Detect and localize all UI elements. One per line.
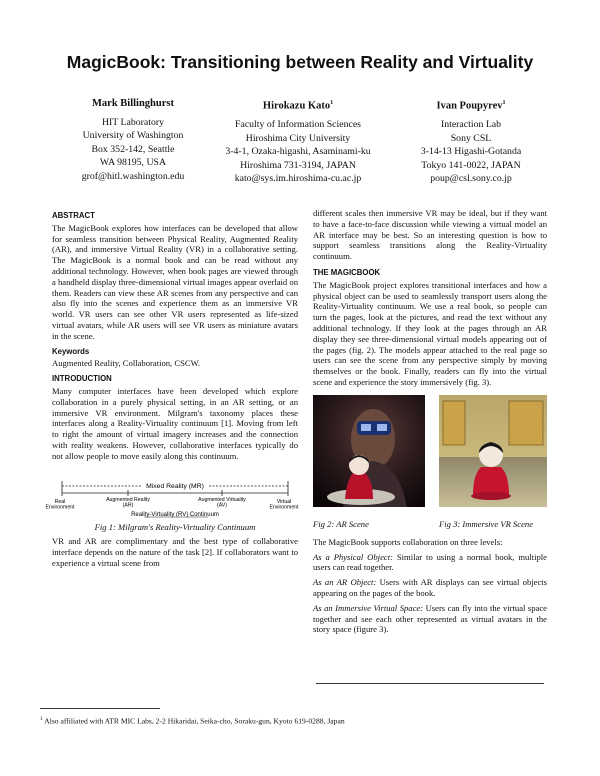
figure-captions (313, 519, 547, 533)
collab-level-vr: As an Immersive Virtual Space: Users can fly into the virtual space together and see each other represented as virtual avatars in the story space (figure 3). (313, 602, 548, 635)
footnote-rule (40, 708, 160, 709)
continuum-label: Reality-Virtuality (RV) Continuum (131, 511, 219, 518)
author-affiliation: Interaction Lab (440, 119, 502, 131)
author-email: kato@sys.im.hiroshima-cu.ac.jp (234, 173, 362, 185)
author-email: poup@csl.sony.co.jp (430, 173, 512, 185)
author-affiliation: Sony CSL (450, 132, 492, 144)
author-affiliation: Faculty of Information Sciences (235, 119, 361, 131)
right-column (313, 208, 547, 635)
author-address: WA 98195, USA (99, 157, 167, 169)
keywords-text: Augmented Reality, Collaboration, CSCW. (52, 358, 201, 369)
real-environment-label: Real Environment (45, 498, 75, 511)
continuum-diagram (45, 472, 299, 520)
author-address: 3-4-1, Ozaka-higashi, Asaminami-ku (225, 146, 371, 158)
vr-avatar-kimono (473, 467, 509, 495)
introduction-paragraph: VR and AR are complimentary and the best type of collaborative interface depends on the nature of the task [2]. If collaborators want to experience a virtual scene from (52, 536, 298, 568)
author-block (396, 97, 546, 186)
paper-title: MagicBook: Transitioning between Reality and Virtuality (66, 52, 534, 72)
folding-screen (509, 401, 543, 445)
fig2-caption: Fig 2: AR Scene (313, 518, 369, 529)
collab-level-ar: As an AR Object: Users with AR displays can see virtual objects appearing on the pages of the book. (313, 577, 547, 598)
author-address: 3-14-13 Higashi-Gotanda (420, 146, 522, 158)
augmented-virtuality-label: Augmented Virtuality (AV) (198, 496, 246, 509)
author-name: Hirokazu Kato$^1$ (262, 100, 334, 112)
vr-avatar-hem (471, 492, 511, 500)
author-affiliation: HIT Laboratory (101, 116, 165, 128)
virtual-environment-label: Virtual Environment (269, 498, 299, 511)
hmd-lens-left (361, 424, 371, 431)
author-affiliation: Hiroshima City University (245, 132, 351, 144)
author-name: Mark Billinghurst (92, 98, 174, 109)
mixed-reality-label: Mixed Reality (MR) (146, 482, 204, 490)
augmented-reality-label: Augmented Reality (AR) (106, 496, 150, 509)
magicbook-text: The MagicBook project explores transitional interfaces and how a physical object can be used to seamlessly transport users along the Reality-Virtuality continuum. We use a real book, so people can turn the pages, look at the pictures, and read the text without any additional technology. If they look at the pages through an AR display they see three-dimensional virtual models appearing out of the pages (fig. 2). The models appear attached to the real page so users can see the scene from any perspective simply by moving themselves or the book. Finally, readers can fly into the virtual scene and experience the story immersively (fig. 3). (313, 279, 547, 387)
folding-screen (443, 401, 465, 445)
collab-level-physical: As a Physical Object: Similar to using a normal book, multiple users can read together. (313, 551, 547, 573)
keywords-heading: Keywords (52, 346, 90, 356)
continuum-svg (45, 472, 299, 520)
footnote: $^1$ Also affiliated with ATR MIC Labs, 2-2 Hikaridai, Seika-cho, Soraku-gun, Kyoto 619-0288, Japan (40, 716, 345, 726)
author-address: Tokyo 141-0022, JAPAN (421, 159, 521, 171)
author-block (206, 97, 390, 186)
author-affiliation: University of Washington (82, 130, 184, 142)
hmd-lens-right (377, 424, 387, 431)
abstract-text: The MagicBook explores how interfaces can be developed that allow for seamless transition between Physical Reality, Augmented Reality (AR), and immersive Virtual Reality (VR) in a collaborative setting. The MagicBook is a normal book and can be read without any additional technology. However, when book pages are viewed through a handheld display three-dimensional virtual images appear overlaid on them. Readers can view these AR scenes from any perspective and can also fly into the scenes and experience them as an immersive VR world. VR users can see other VR users represented as life-sized virtual avatars, while AR users will see VR users as miniature avatars in the scene. (52, 222, 298, 341)
introduction-heading: INTRODUCTION (52, 374, 112, 384)
introduction-paragraph: Many computer interfaces have been developed which explore collaboration in a purely physical setting, in an AR setting, or an immersive VR environment. Milgram's taxonomy places these interfaces along a Reality-Virtuality continuum [1]. Moving from left to right the amount of virtual imagery increases and the connection with reality weakens. However, collaborative interfaces typically do not allow people to move easily along this continuum. (52, 385, 298, 461)
magicbook-heading: THE MAGICBOOK (313, 267, 381, 277)
column-end-rule (316, 683, 544, 684)
introduction-continued: different scales then immersive VR may be ideal, but if they want to have a face-to-face discussion while viewing a virtual model an AR interface may be best. So an interesting question is how to support seamless transitions along the Reality-Virtuality continuum. (313, 208, 547, 262)
author-block (58, 97, 208, 184)
author-address: Box 352-142, Seattle (91, 143, 175, 155)
author-address: Hiroshima 731-3194, JAPAN (240, 159, 356, 171)
fig2-ar-scene-photo (313, 395, 547, 519)
fig3-caption: Fig 3: Immersive VR Scene (439, 518, 534, 529)
left-column (45, 208, 299, 569)
author-email: grof@hitl.washington.edu (81, 170, 185, 182)
fig1-caption: Fig 1: Milgram's Reality-Virtuality Continuum (94, 521, 256, 532)
abstract-heading: ABSTRACT (52, 211, 95, 220)
figure-photos (313, 395, 547, 519)
collab-intro: The MagicBook supports collaboration on three levels: (313, 536, 503, 547)
author-name: Ivan Poupyrev$^1$ (436, 100, 506, 112)
